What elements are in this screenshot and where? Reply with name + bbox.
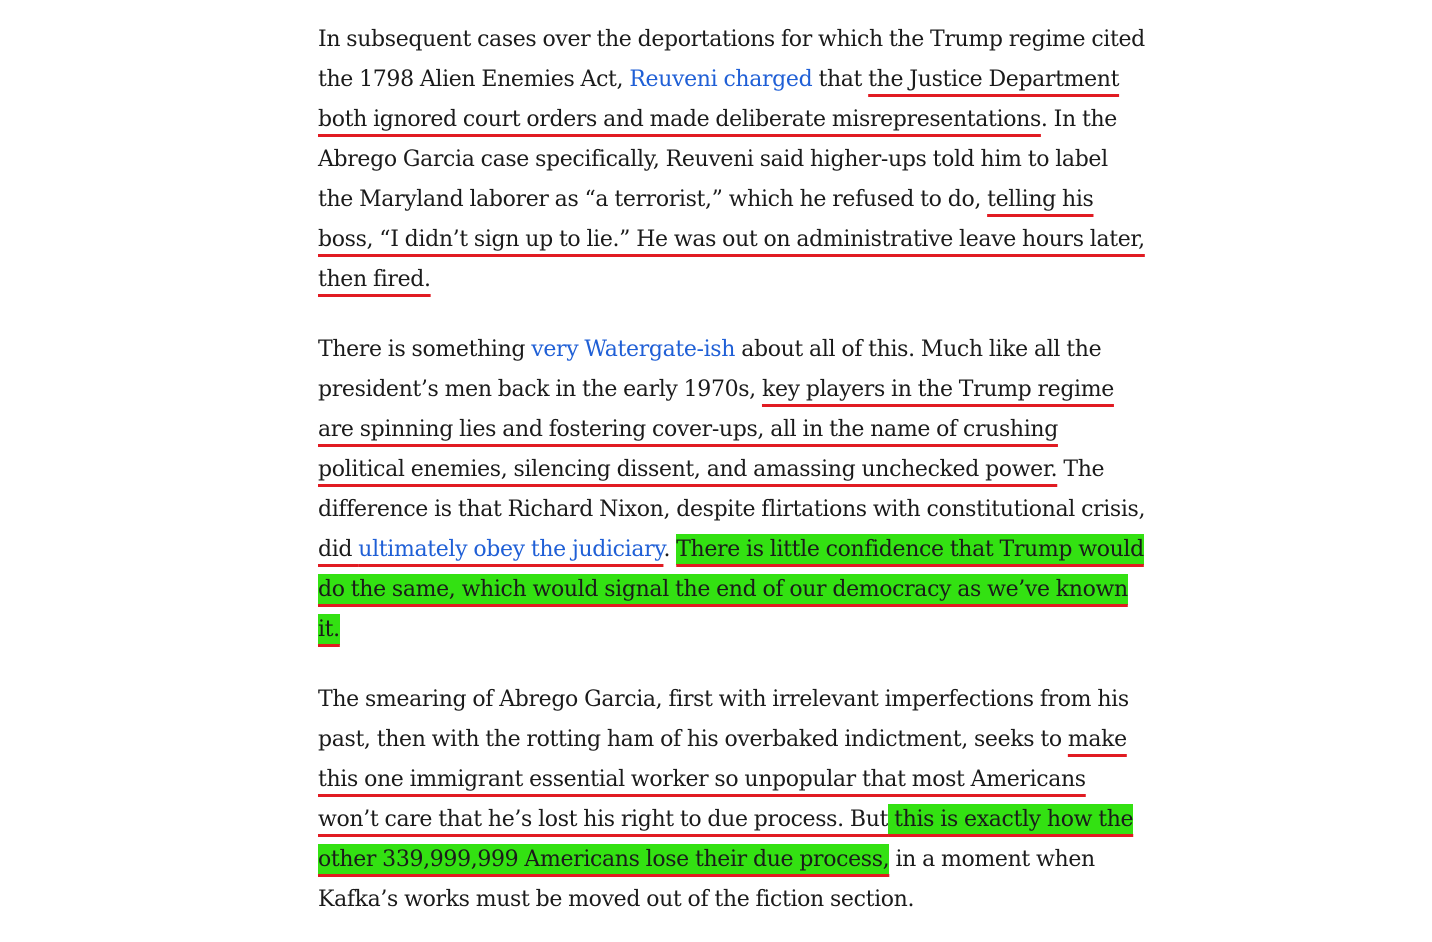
underlined-annotation: make this one immigrant essential worker so unpopular that most Americans won’t care that he’s lost his right to due process. But bbox=[318, 727, 1127, 832]
text-run: . bbox=[663, 537, 677, 562]
reuveni-charged-link[interactable]: Reuveni charged bbox=[629, 67, 813, 92]
paragraph-1 bbox=[318, 20, 1148, 300]
underlined-annotation: the Justice Department both ignored court orders and made deliberate misrepresentations bbox=[318, 67, 1120, 132]
text-run: . In the Abrego Garcia case specifically, Reuveni said higher-ups told him to label the Maryland laborer as “a terrorist,” which he refused to do, bbox=[318, 107, 1117, 212]
article-body bbox=[318, 20, 1148, 920]
watergate-link[interactable]: very Watergate-ish bbox=[531, 337, 736, 362]
text-run: The difference is that Richard Nixon, despite flirtations with constitutional crisis, bbox=[318, 457, 1146, 522]
text-run: There is something bbox=[318, 337, 532, 362]
underlined-annotation: key players in the Trump regime are spinning lies and fostering cover-ups, all in the name of crushing political enemies, silencing dissent, and amassing unchecked power. bbox=[318, 377, 1114, 482]
underlined-annotation: telling his boss, “I didn’t sign up to lie.” He was out on administrative leave hours later, then fired. bbox=[318, 187, 1145, 292]
text-run: The smearing of Abrego Garcia, first with irrelevant imperfections from his past, then with the rotting ham of his overbaked indictment, seeks to bbox=[318, 687, 1129, 752]
paragraph-3 bbox=[318, 680, 1148, 920]
text-run: about all of this. Much like all the president’s men back in the early 1970s, bbox=[318, 337, 1102, 402]
text-run: did bbox=[318, 537, 359, 562]
obey-judiciary-link[interactable]: ultimately obey the judiciary bbox=[358, 537, 664, 562]
text-run: In subsequent cases over the deportations for which the Trump regime cited the 1798 Alien Enemies Act, bbox=[318, 27, 1145, 92]
highlighted-annotation: There is little confidence that Trump would do the same, which would signal the end of our democracy as we’ve known it. bbox=[318, 534, 1144, 645]
underlined-annotation bbox=[318, 537, 663, 562]
text-run: in a moment when Kafka’s works must be moved out of the fiction section. bbox=[318, 847, 1095, 912]
text-run: that bbox=[812, 67, 869, 92]
paragraph-2 bbox=[318, 330, 1148, 650]
highlighted-annotation: this is exactly how the other 339,999,999 Americans lose their due process, bbox=[318, 804, 1133, 875]
